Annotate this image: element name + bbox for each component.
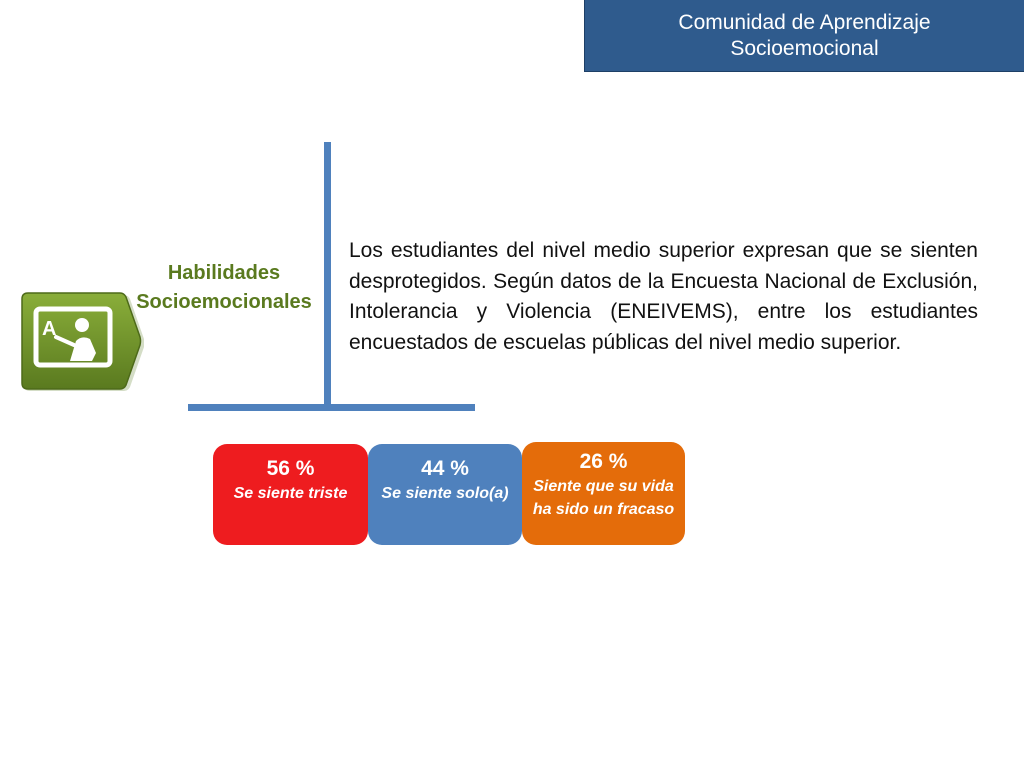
stat-card-sad [213, 444, 368, 545]
stat-label: Se siente triste [233, 485, 348, 502]
stat-card-alone [368, 444, 522, 545]
vertical-divider [324, 142, 331, 406]
stat-card-failure [522, 442, 685, 545]
header-title-line2: Socioemocional [730, 36, 879, 60]
stat-value: 26 % [579, 450, 628, 473]
stat-label: Se siente solo(a) [381, 485, 509, 502]
section-label-line1: Habilidades [167, 262, 281, 284]
header-title-line1: Comunidad de Aprendizaje [678, 10, 931, 34]
description-text: Los estudiantes del nivel medio superior expresan que se sienten desprotegidos. Según datos de la Encuesta Nacional de Exclusión, Intolerancia y Violencia (ENEIVEMS), entre los estudiantes encuestados de escuelas públicas del nivel medio superior. [349, 239, 978, 354]
teacher-board-icon [20, 291, 144, 391]
stat-label: Siente que su vida ha sido un fracaso [532, 478, 675, 518]
stat-value: 56 % [266, 457, 315, 480]
section-label-line2: Socioemocionales [136, 291, 312, 313]
horizontal-divider [188, 404, 475, 411]
svg-text:A: A [42, 318, 57, 340]
stat-value: 44 % [421, 457, 469, 480]
header-banner [584, 0, 1024, 72]
section-label [128, 259, 320, 317]
